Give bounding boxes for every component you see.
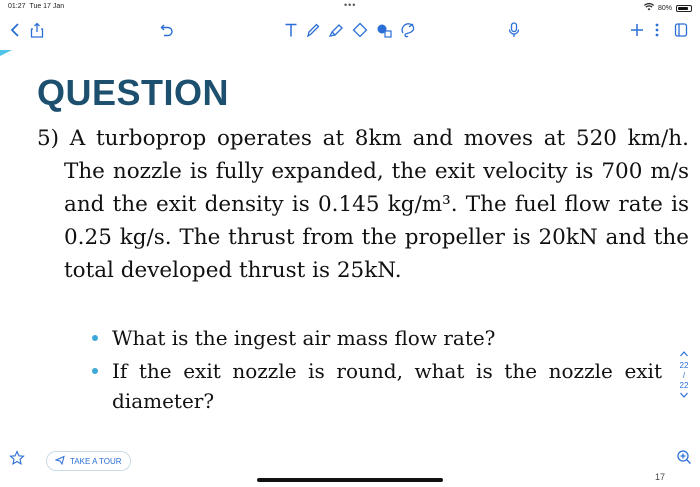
multitasking-dots[interactable]: •••	[344, 0, 357, 10]
bullet-dot	[92, 335, 98, 341]
highlighter-icon[interactable]	[328, 22, 344, 38]
page-separator: /	[682, 371, 686, 380]
page-corner-marker	[0, 50, 12, 56]
zoom-icon[interactable]	[676, 449, 692, 470]
page-number: 17	[655, 472, 666, 482]
question-text-block	[37, 122, 689, 287]
shapes-icon[interactable]	[376, 22, 394, 38]
status-right	[644, 3, 692, 13]
chevron-down-icon[interactable]	[674, 391, 694, 402]
total-pages: 22	[679, 381, 689, 390]
bullet-text-1: What is the ingest air mass flow rate?	[112, 326, 496, 350]
status-date: Tue 17 Jan	[29, 3, 65, 10]
eraser-icon[interactable]	[352, 22, 368, 38]
toolbar	[0, 14, 700, 50]
battery-percent: 80%	[657, 4, 672, 12]
status-bar	[0, 0, 700, 14]
more-icon[interactable]	[654, 22, 660, 38]
star-icon[interactable]	[9, 450, 25, 471]
pen-icon[interactable]	[306, 22, 320, 38]
current-page: 22	[679, 361, 689, 370]
question-bullets	[92, 323, 662, 419]
undo-icon[interactable]	[160, 22, 174, 38]
question-text: A turboprop operates at 8km and moves at 520 km/h. The nozzle is fully expanded, the exit velocity is 700 m/s and the exit density is 0.145 kg/m³. The fuel flow rate is 0.25 kg/s. The thrust from the propeller is 20kN and the total developed thrust is 25kN.	[64, 126, 689, 283]
home-indicator[interactable]	[257, 478, 443, 482]
page-title: QUESTION	[37, 72, 230, 113]
list-item	[92, 356, 662, 416]
page-view-icon[interactable]	[674, 22, 688, 38]
battery-fill	[678, 7, 688, 10]
list-item	[92, 323, 662, 353]
add-icon[interactable]	[630, 22, 644, 38]
lasso-icon[interactable]	[400, 22, 416, 38]
share-icon[interactable]	[30, 22, 44, 38]
chevron-left-icon[interactable]	[10, 22, 20, 38]
tour-label: TAKE A TOUR	[70, 456, 122, 466]
status-time-date	[8, 3, 64, 10]
page-navigator[interactable]	[674, 350, 694, 402]
battery-icon	[676, 5, 692, 12]
chevron-up-icon[interactable]	[674, 350, 694, 361]
bullet-dot	[92, 368, 98, 374]
take-a-tour-button[interactable]	[46, 451, 131, 471]
microphone-icon[interactable]	[508, 22, 520, 38]
status-time: 01:27	[8, 3, 26, 10]
text-tool-icon[interactable]	[284, 22, 298, 38]
bullet-text-2: If the exit nozzle is round, what is the nozzle exit diameter?	[112, 359, 662, 413]
tour-icon	[55, 455, 65, 467]
question-number: 5)	[37, 126, 60, 151]
wifi-icon	[644, 3, 654, 13]
